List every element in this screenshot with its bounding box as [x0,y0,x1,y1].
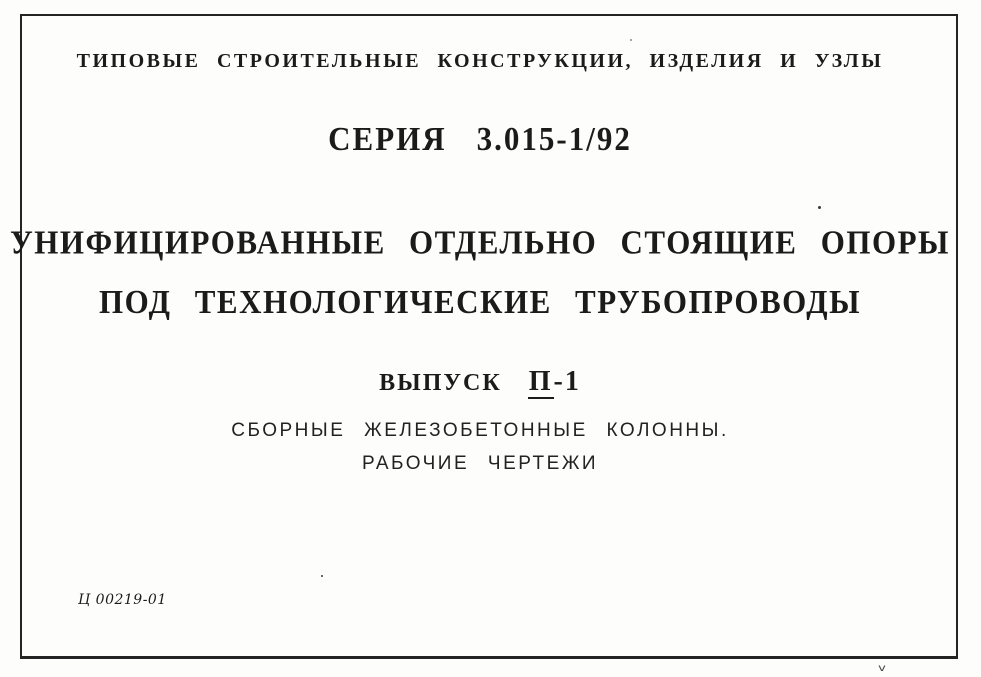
series-label: СЕРИЯ [328,119,447,158]
page-frame [20,14,958,659]
issue-line [0,366,960,398]
scan-speck [630,39,632,41]
inventory-stamp-code: Ц 00219-01 [78,592,167,608]
scan-speck [321,575,323,577]
issue-number-suffix: -1 [553,366,581,397]
document-category-header: ТИПОВЫЕ СТРОИТЕЛЬНЫЕ КОНСТРУКЦИИ, ИЗДЕЛИЯ И УЗЛЫ [76,50,884,72]
series-line [0,119,960,159]
subtitle-line-1: СБОРНЫЕ ЖЕЛЕЗОБЕТОННЫЕ КОЛОННЫ. [231,420,729,441]
scan-speck [818,206,821,209]
issue-roman-numeral: П [528,366,553,397]
subtitle-line-2: РАБОЧИЕ ЧЕРТЕЖИ [361,453,599,474]
issue-label: ВЫПУСК [379,370,502,396]
document-title [0,213,960,332]
title-line-2: ПОД ТЕХНОЛОГИЧЕСКИЕ ТРУБОПРОВОДЫ [98,282,862,321]
series-number: 3.015-1/92 [476,119,632,158]
title-line-1: УНИФИЦИРОВАННЫЕ ОТДЕЛЬНО СТОЯЩИЕ ОПОРЫ [10,222,950,262]
scan-artifact-mark: v [878,663,886,674]
